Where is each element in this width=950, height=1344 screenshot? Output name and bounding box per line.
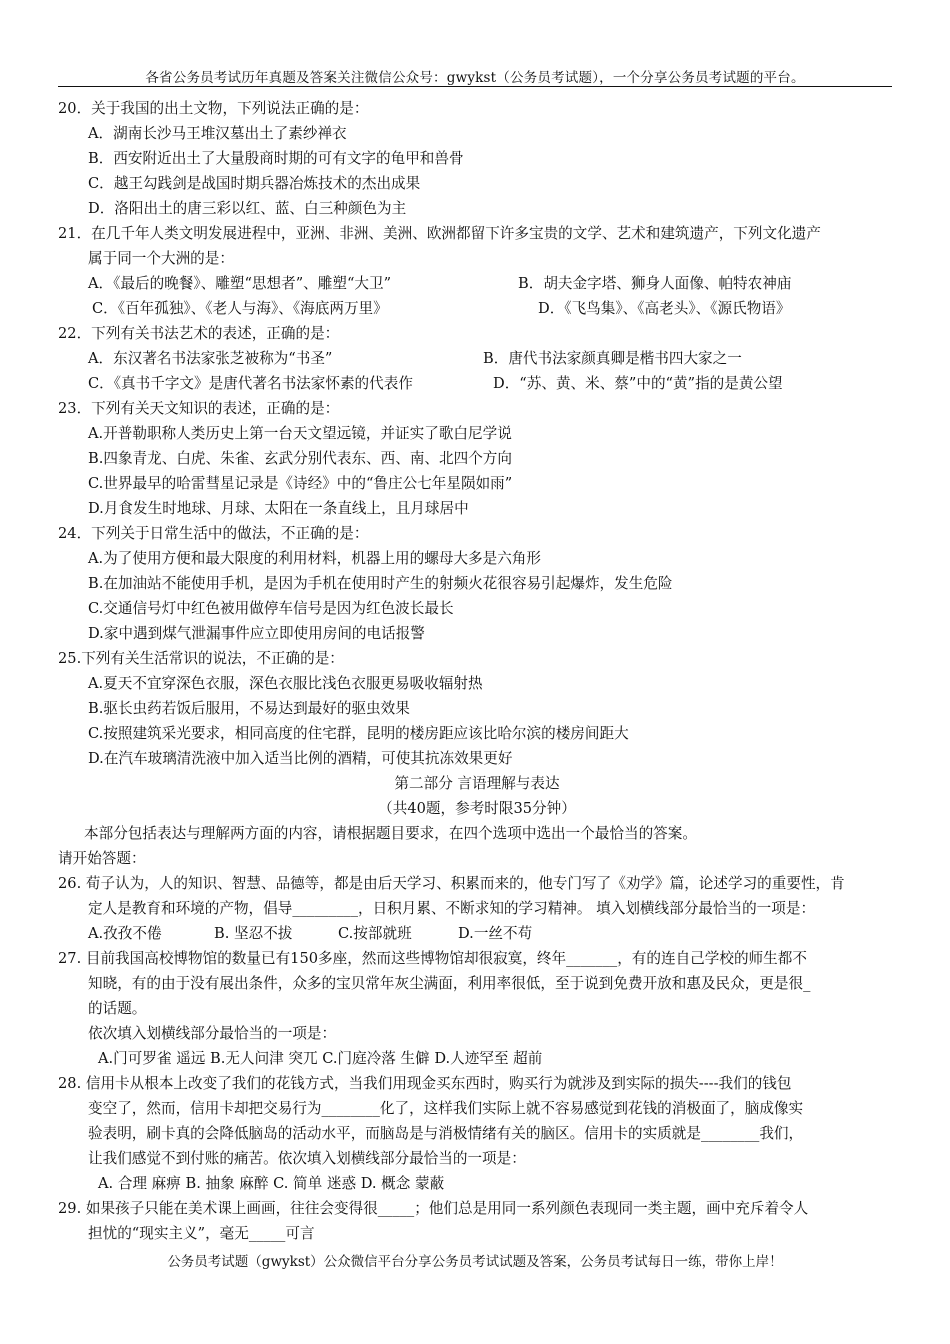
option-a: A．东汉著名书法家张芝被称为“书圣” [88, 350, 333, 367]
option-c: C.按部就班 [338, 925, 412, 942]
option-b: B．西安附近出土了大量殷商时期的可有文字的龟甲和兽骨 [88, 150, 464, 167]
option-d: D．《飞鸟集》、《高老头》、《源氏物语》 [538, 300, 791, 317]
option-a: A.为了使用方便和最大限度的利用材料，机器上用的螺母大多是六角形 [88, 550, 541, 567]
option-d: D.在汽车玻璃清洗液中加入适当比例的酒精，可使其抗冻效果更好 [88, 750, 513, 767]
question-21 [58, 221, 896, 321]
page-header: 各省公务员考试历年真题及答案关注微信公众号：gwykst（公务员考试题），一个分享公务员考试题的平台。 [145, 70, 805, 86]
options-row: A. 合理 麻痹 B. 抽象 麻醉 C. 简单 迷惑 D. 概念 蒙蔽 [98, 1175, 445, 1192]
question-stem-cont: 定人是教育和环境的产物，倡导_________，日积月累、不断求知的学习精神。 填入划横线部分最恰当的一项是： [88, 900, 816, 917]
start-prompt: 请开始答题： [58, 850, 146, 867]
question-stem-cont: 的话题。 [88, 1000, 147, 1017]
question-29 [58, 1196, 896, 1246]
question-26 [58, 871, 896, 946]
question-20 [58, 96, 896, 221]
option-d: D.月食发生时地球、月球、太阳在一条直线上，且月球居中 [88, 500, 469, 517]
question-23 [58, 396, 896, 521]
option-c: C.交通信号灯中红色被用做停车信号是因为红色波长最长 [88, 600, 454, 617]
option-c: C．越王勾践剑是战国时期兵器冶炼技术的杰出成果 [88, 175, 421, 192]
option-b: B.驱长虫药若饭后服用，不易达到最好的驱虫效果 [88, 700, 410, 717]
options-row: A.门可罗雀 遥远 B.无人问津 突兀 C.门庭冷落 生僻 D.人迹罕至 超前 [98, 1050, 543, 1067]
question-28 [58, 1071, 896, 1196]
question-stem-cont: 验表明，刷卡真的会降低脑岛的活动水平，而脑岛是与消极情绪有关的脑区。信用卡的实质就是________我们， [88, 1125, 804, 1142]
option-a: A.夏天不宜穿深色衣服，深色衣服比浅色衣服更易吸收辐射热 [88, 675, 483, 692]
option-b: B．胡夫金字塔、狮身人面像、帕特农神庙 [518, 275, 792, 292]
question-stem: 24．下列关于日常生活中的做法，不正确的是： [58, 525, 369, 542]
question-24 [58, 521, 896, 646]
question-stem: 29. 如果孩子只能在美术课上画画，往往会变得很_____；他们总是用同一系列颜色表现同一类主题，画中充斥着令人 [58, 1200, 809, 1217]
option-a: A.开普勒职称人类历史上第一台天文望远镜，并证实了歌白尼学说 [88, 425, 512, 442]
question-27 [58, 946, 896, 1071]
option-a: A.孜孜不倦 [88, 925, 162, 942]
option-a: A．《最后的晚餐》、雕塑“思想者”、雕塑“大卫” [88, 275, 392, 292]
option-b: B.在加油站不能使用手机，是因为手机在使用时产生的射频火花很容易引起爆炸，发生危险 [88, 575, 673, 592]
option-c: C．《真书千字文》是唐代著名书法家怀素的代表作 [88, 375, 413, 392]
question-stem: 26. 荀子认为，人的知识、智慧、品德等，都是由后天学习、积累而来的，他专门写了《劝学》篇，论述学习的重要性，肯 [58, 875, 845, 892]
option-c: C．《百年孤独》、《老人与海》、《海底两万里》 [92, 300, 388, 317]
question-stem: 27. 目前我国高校博物馆的数量已有150多座，然而这些博物馆却很寂寞，终年_______，有的连自己学校的师生都不 [58, 950, 807, 967]
option-d: D.一丝不苟 [458, 925, 533, 942]
option-b: B．唐代书法家颜真卿是楷书四大家之一 [483, 350, 742, 367]
option-c: C.按照建筑采光要求，相同高度的住宅群，昆明的楼房距应该比哈尔滨的楼房间距大 [88, 725, 629, 742]
header-divider [58, 86, 892, 87]
part-two-heading [58, 771, 896, 871]
page-footer: 公务员考试题（gwykst）公众微信平台分享公务员考试试题及答案，公务员考试每日一练，带你上岸！ [167, 1254, 783, 1270]
question-stem: 25.下列有关生活常识的说法，不正确的是： [58, 650, 344, 667]
section-intro: 本部分包括表达与理解两方面的内容，请根据题目要求，在四个选项中选出一个最恰当的答案。 [84, 825, 697, 842]
option-d: D.家中遇到煤气泄漏事件应立即使用房间的电话报警 [88, 625, 425, 642]
option-a: A．湖南长沙马王堆汉墓出土了素纱禅衣 [88, 125, 347, 142]
question-stem: 22．下列有关书法艺术的表述，正确的是： [58, 325, 340, 342]
question-25 [58, 646, 896, 771]
question-stem-cont: 属于同一个大洲的是： [88, 250, 234, 267]
question-instruction: 让我们感觉不到付账的痛苦。依次填入划横线部分最恰当的一项是： [88, 1150, 526, 1167]
option-d: D．洛阳出土的唐三彩以红、蓝、白三种颜色为主 [88, 200, 407, 217]
section-title: 第二部分 言语理解与表达 [394, 775, 560, 792]
option-b: B. 坚忍不拔 [214, 925, 293, 942]
option-b: B.四象青龙、白虎、朱雀、玄武分别代表东、西、南、北四个方向 [88, 450, 512, 467]
option-d: D．“苏、黄、米、蔡”中的“黄”指的是黄公望 [493, 375, 783, 392]
question-instruction: 依次填入划横线部分最恰当的一项是： [88, 1025, 337, 1042]
question-22 [58, 321, 896, 396]
question-stem: 20．关于我国的出土文物，下列说法正确的是： [58, 100, 369, 117]
question-stem-cont: 担忧的“现实主义”，毫无_____可言 [88, 1225, 315, 1242]
question-stem-cont: 知晓，有的由于没有展出条件，众多的宝贝常年灰尘满面，利用率很低，至于说到免费开放和惠及民众，更是很_ [88, 975, 811, 992]
exam-content [58, 96, 896, 1246]
question-stem: 28. 信用卡从根本上改变了我们的花钱方式，当我们用现金买东西时，购买行为就涉及到实际的损失----我们的钱包 [58, 1075, 792, 1092]
option-c: C.世界最早的哈雷彗星记录是《诗经》中的“鲁庄公七年星陨如雨” [88, 475, 513, 492]
question-stem: 21．在几千年人类文明发展进程中，亚洲、非洲、美洲、欧洲都留下许多宝贵的文学、艺术和建筑遗产，下列文化遗产 [58, 225, 821, 242]
question-stem-cont: 变空了，然而，信用卡却把交易行为________化了，这样我们实际上就不容易感觉到花钱的消极面了，脑成像实 [88, 1100, 804, 1117]
question-stem: 23．下列有关天文知识的表述，正确的是： [58, 400, 340, 417]
section-subtitle: （共40题，参考时限35分钟） [378, 800, 576, 817]
